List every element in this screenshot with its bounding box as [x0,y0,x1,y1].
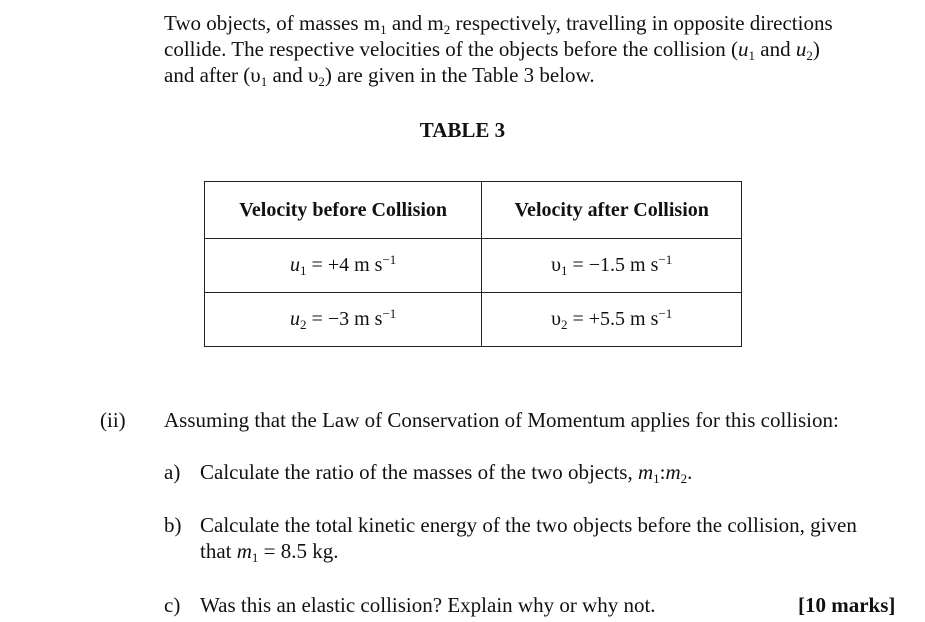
cell-v1: $\upsilon_1 = -1.5$ m $s^{-1}$ [482,239,742,293]
table-title: TABLE 3 [419,118,506,142]
intro-line-2: collide. The respective velocities of the objects before the collision ($u_1$ and $u_2$) [164,37,820,63]
cell-v2: $\upsilon_2 = +5.5$ m $s^{-1}$ [482,293,742,347]
intro-line-1: Two objects, of masses $m_1$ and $m_2$ respectively, travelling in opposite directions [164,11,833,37]
table-header-row [205,182,742,239]
header-before: Velocity before Collision [205,182,482,239]
cell-u2: $u_2 = -3$ m $s^{-1}$ [205,293,482,347]
question-c-text: Was this an elastic collision? Explain why or why not. [200,593,656,617]
part-label: (ii) [100,408,126,432]
question-c-label: c) [164,593,181,617]
question-a-label: a) [164,460,181,484]
intro-paragraph [164,10,914,88]
cell-u1: $u_1 = +4$ m $s^{-1}$ [205,239,482,293]
marks-label: [10 marks] [798,593,896,617]
assumption-text: Assuming that the Law of Conservation of Momentum applies for this collision: [164,408,839,432]
question-b-text: Calculate the total kinetic energy of the two objects before the collision, given that $m_1 = 8.5$ kg. [200,513,857,565]
intro-line-3: and after ($\upsilon_1$ and $\upsilon_2$) are given in the Table 3 below. [164,63,595,89]
question-a-text: Calculate the ratio of the masses of the two objects, $m_1:m_2$. [200,460,693,486]
table-row [205,293,742,347]
velocity-table [204,181,742,347]
header-after: Velocity after Collision [482,182,742,239]
question-b-label: b) [164,513,182,537]
table-row [205,239,742,293]
